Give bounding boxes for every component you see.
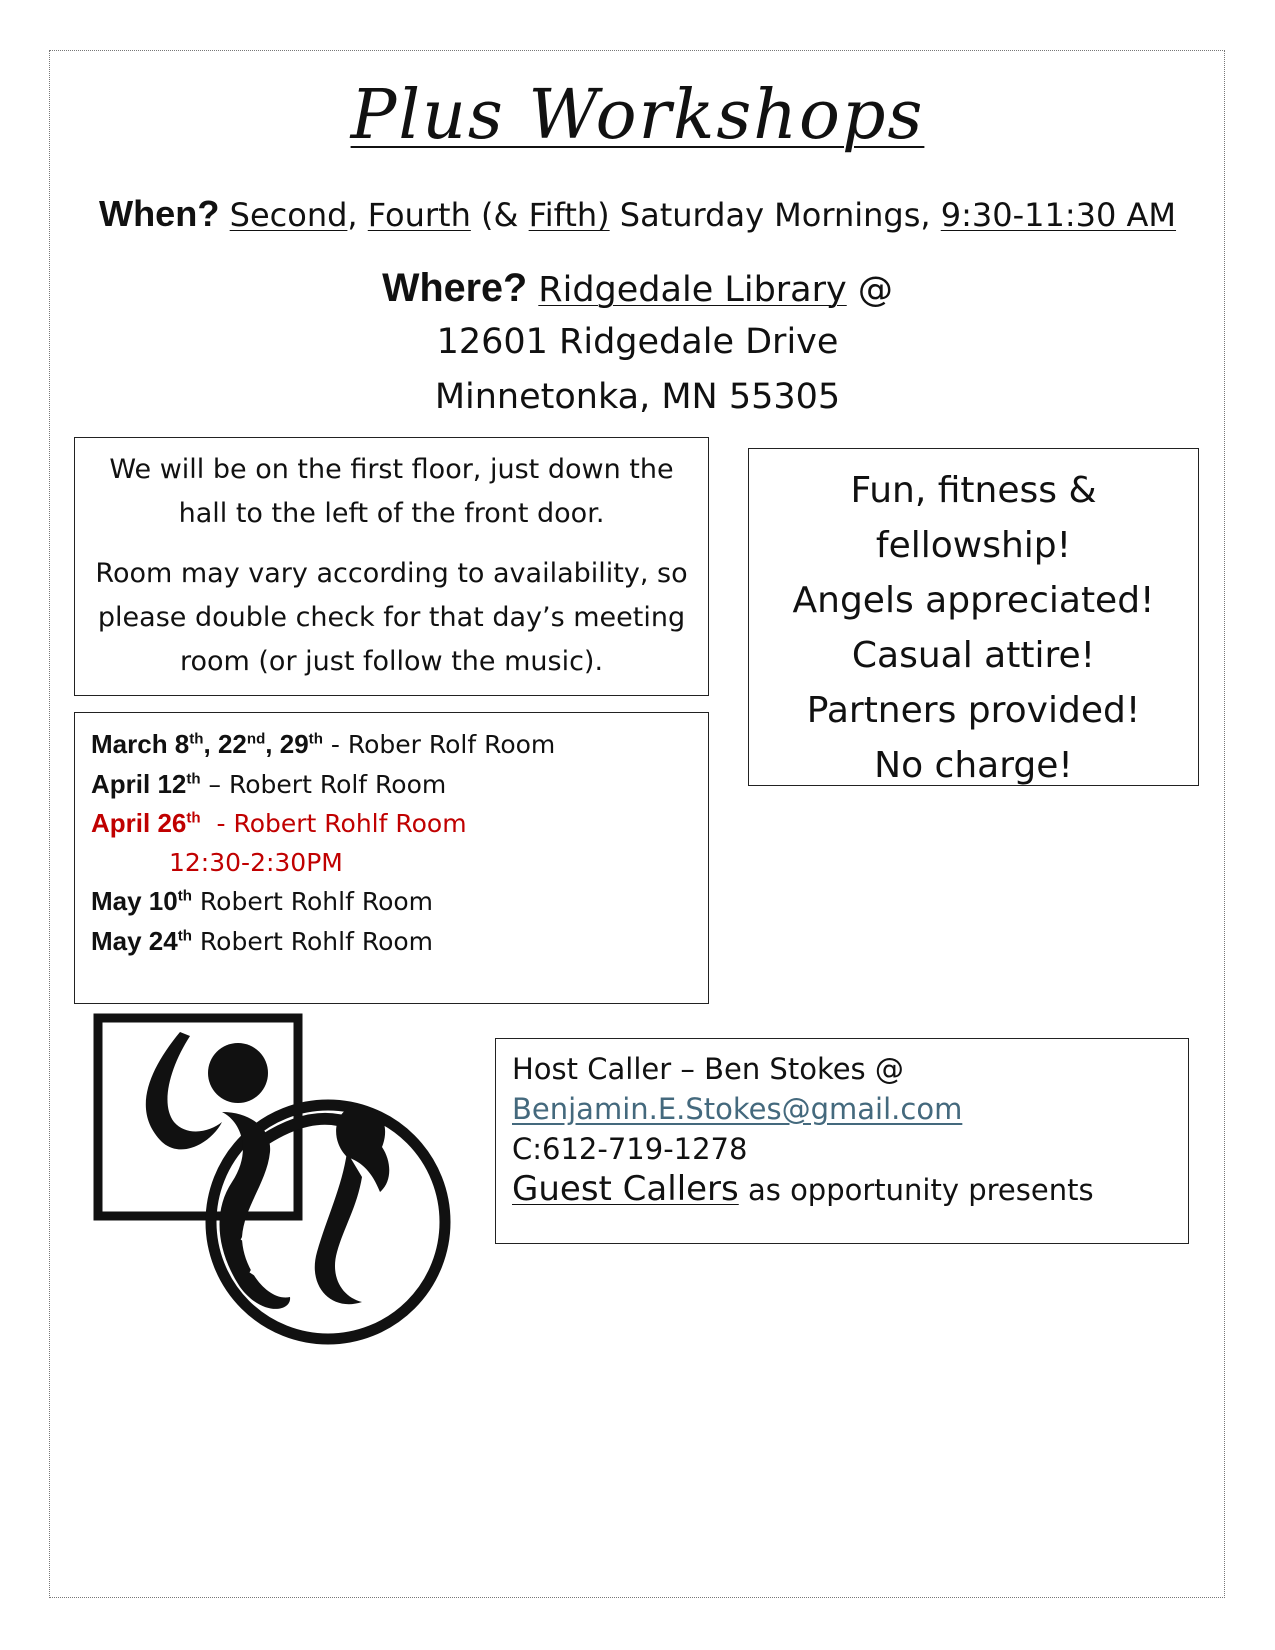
when-fourth: Fourth [367,196,471,234]
schedule-item-time: 12:30-2:30PM [169,847,343,877]
schedule-item: May 10th Robert Rohlf Room [91,886,434,916]
when-line [0,193,1275,235]
feature-line: fellowship! [875,525,1072,566]
directions-text-1: We will be on the first floor, just down the hall to the left of the front door. [109,454,674,529]
when-fifth-open: (& [470,196,529,234]
directions-text-2: Room may vary according to availability, so please double check for that day’s meeting room (or just follow the music). [95,558,688,677]
where-venue: Ridgedale Library [538,270,847,310]
host-email-link[interactable]: Benjamin.E.Stokes@gmail.com [512,1092,963,1126]
feature-line: No charge! [874,745,1073,786]
when-fifth: Fifth) [528,196,610,234]
when-label: When? [98,193,220,234]
guest-callers-text: as opportunity presents [738,1173,1094,1207]
schedule-item: March 8th, 22nd, 29th - Rober Rolf Room [91,729,556,759]
feature-line: Partners provided! [806,690,1141,731]
host-box [495,1038,1189,1244]
when-rest: Saturday Mornings, [609,196,941,234]
address-line-1: 12601 Ridgedale Drive [436,322,839,362]
page-title: Plus Workshops [350,76,925,155]
host-caller-line: Host Caller – Ben Stokes @ [512,1052,904,1086]
where-label: Where? [382,266,528,310]
schedule-box [74,712,709,1004]
when-time: 9:30-11:30 AM [940,196,1177,234]
feature-line: Casual attire! [851,635,1096,676]
when-second: Second [229,196,348,234]
schedule-item: May 24th Robert Rohlf Room [91,925,434,956]
directions-box [74,437,709,696]
schedule-item: April 12th – Robert Rolf Room [91,768,447,799]
where-at: @ [846,270,893,310]
features-box [748,448,1199,786]
feature-line: Fun, fitness & [850,470,1097,511]
schedule-item-highlight: April 26th - Robert Rohlf Room [91,808,467,838]
square-dance-couple-logo-icon [92,1012,452,1358]
host-phone: C:612-719-1278 [512,1132,748,1166]
feature-line: Angels appreciated! [792,580,1155,621]
when-sep: , [347,196,368,234]
address-line-2: Minnetonka, MN 55305 [434,377,841,417]
guest-callers-link[interactable]: Guest Callers [512,1169,739,1209]
where-line [0,266,1275,311]
